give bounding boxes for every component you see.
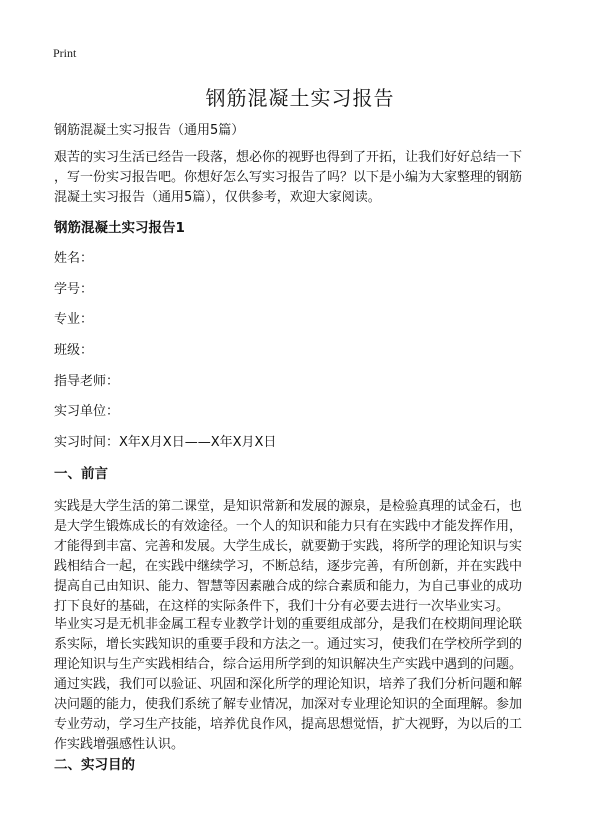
paragraph-line: 毕业实习是无机非金属工程专业教学计划的重要组成部分，是我们在校期间理论联 [54,617,523,632]
field-name: 姓名： [54,251,94,266]
paragraph-line: 决问题的能力，使我们系统了解专业情况，加深对专业理论知识的全面理解。参加 [54,697,523,712]
print-link[interactable]: Print [53,46,77,60]
intro-paragraph [54,148,554,208]
field-student-id: 学号： [54,282,94,297]
page-title: 钢筋混凝土实习报告 [205,86,395,110]
field-class: 班级： [54,343,94,358]
field-internship-unit: 实习单位： [54,404,120,419]
paragraph-line: 提高自己由知识、能力、智慧等因素融合成的综合素质和能力，为自己事业的成功 [54,579,523,594]
field-internship-time: 实习时间：X年X月X日——X年X月X日 [54,435,277,450]
preface-paragraph-1 [54,497,554,617]
heading-preface: 一、前言 [54,466,108,482]
paragraph-line: 理论知识与生产实践相结合，综合运用所学到的知识解决生产实践中遇到的问题。 [54,657,523,672]
paragraph-line: 打下良好的基础，在这样的实际条件下，我们十分有必要去进行一次毕业实习。 [54,599,510,614]
intro-line: 混凝土实习报告（通用5篇），仅供参考，欢迎大家阅读。 [54,190,381,205]
intro-line: ，写一份实习报告吧。你想好怎么写实习报告了吗？以下是小编为大家整理的钢筋 [54,170,523,185]
preface-paragraph-2 [54,615,554,755]
field-major: 专业： [54,312,94,327]
paragraph-line: 通过实践，我们可以验证、巩固和深化所学的理论知识，培养了我们分析问题和解 [54,677,523,692]
section-heading-report-1: 钢筋混凝土实习报告1 [54,220,185,236]
document-subtitle: 钢筋混凝土实习报告（通用5篇） [54,123,245,138]
paragraph-line: 才能得到丰富、完善和发展。大学生成长，就要勤于实践，将所学的理论知识与实 [54,539,523,554]
intro-line: 艰苦的实习生活已经告一段落，想必你的视野也得到了开拓，让我们好好总结一下 [54,150,523,165]
paragraph-line: 实践是大学生活的第二课堂，是知识常新和发展的源泉，是检验真理的试金石，也 [54,499,523,514]
paragraph-line: 专业劳动，学习生产技能，培养优良作风，提高思想觉悟，扩大视野，为以后的工 [54,717,523,732]
paragraph-line: 系实际，增长实践知识的重要手段和方法之一。通过实习，使我们在学校所学到的 [54,637,523,652]
paragraph-line: 作实践增强感性认识。 [54,737,185,752]
heading-purpose: 二、实习目的 [54,757,135,773]
paragraph-line: 践相结合一起，在实践中继续学习，不断总结，逐步完善，有所创新，并在实践中 [54,559,523,574]
field-advisor: 指导老师： [54,374,120,389]
paragraph-line: 是大学生锻炼成长的有效途径。一个人的知识和能力只有在实践中才能发挥作用， [54,519,523,534]
